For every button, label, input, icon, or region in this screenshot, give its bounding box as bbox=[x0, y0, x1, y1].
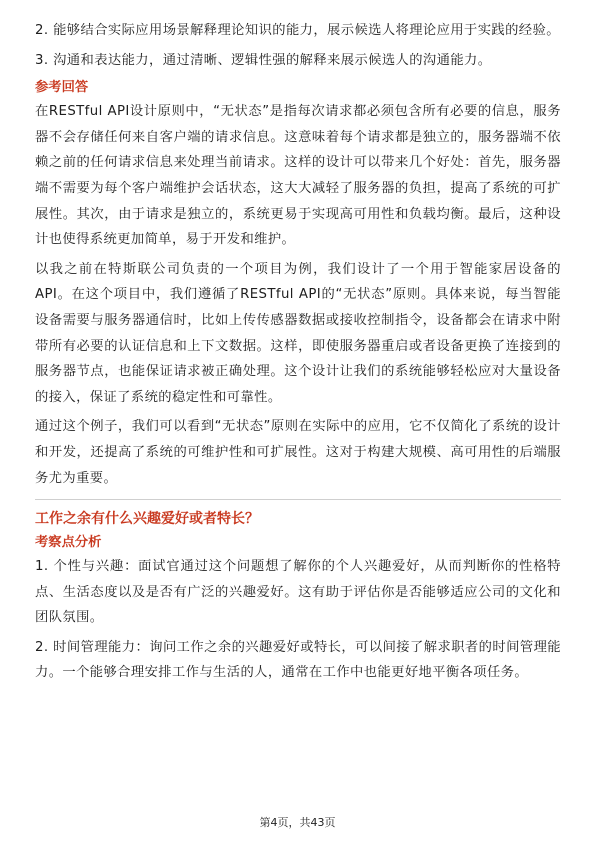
answer-paragraph-3: 通过这个例子，我们可以看到“无状态”原则在实际中的应用，它不仅简化了系统的设计和开发，还提高了系统的可维护性和可扩展性。这对于构建大规模、高可用性的后端服务尤为重要。 bbox=[35, 419, 561, 486]
reference-answer-heading: 参考回答 bbox=[35, 80, 89, 96]
answer-paragraph-1: 在RESTful API设计原则中，“无状态”是指每次请求都必须包含所有必要的信息，服务器不会存储任何来自客户端的请求信息。这意味着每个请求都是独立的，服务器端不依赖之前的任何请求信息来处理当前请求。这样的设计可以带来几个好处：首先，服务器端不需要为每个客户端维护会话状态，这大大减轻了服务器的负担，提高了系统的可扩展性。其次，由于请求是独立的，系统更易于实现高可用性和负载均衡。最后，这种设计也使得系统更加简单，易于开发和维护。 bbox=[35, 104, 561, 248]
answer-paragraph-2: 以我之前在特斯联公司负责的一个项目为例，我们设计了一个用于智能家居设备的API。在这个项目中，我们遵循了RESTful API的“无状态”原则。具体来说，每当智能设备需要与服务器通信时，比如上传传感器数据或接收控制指令，设备都会在请求中附带所有必要的认证信息和上下文数据。这样，即使服务器重启或者设备更换了连接到的服务器节点，也能保证请求被正确处理。这个设计让我们的系统能够轻松应对大量设备的接入，保证了系统的稳定性和可靠性。 bbox=[35, 261, 561, 405]
criterion-item-2: 2. 能够结合实际应用场景解释理论知识的能力，展示候选人将理论应用于实践的经验。 bbox=[35, 23, 560, 38]
analysis-item-1: 1. 个性与兴趣：面试官通过这个问题想了解你的个人兴趣爱好，从而判断你的性格特点、生活态度以及是否有广泛的兴趣爱好。这有助于评估你是否能够适应公司的文化和团队氛围。 bbox=[35, 559, 561, 626]
analysis-heading: 考察点分析 bbox=[35, 535, 102, 551]
criterion-item-3: 3. 沟通和表达能力，通过清晰、逻辑性强的解释来展示候选人的沟通能力。 bbox=[35, 52, 492, 68]
section-divider bbox=[35, 499, 561, 500]
analysis-item-2: 2. 时间管理能力：询问工作之余的兴趣爱好或特长，可以间接了解求职者的时间管理能力。一个能够合理安排工作与生活的人，通常在工作中也能更好地平衡各项任务。 bbox=[35, 639, 561, 681]
document-page bbox=[35, 18, 561, 690]
page-number: 第4页，共43页 bbox=[259, 816, 336, 829]
question-title: 工作之余有什么兴趣爱好或者特长？ bbox=[35, 511, 259, 528]
